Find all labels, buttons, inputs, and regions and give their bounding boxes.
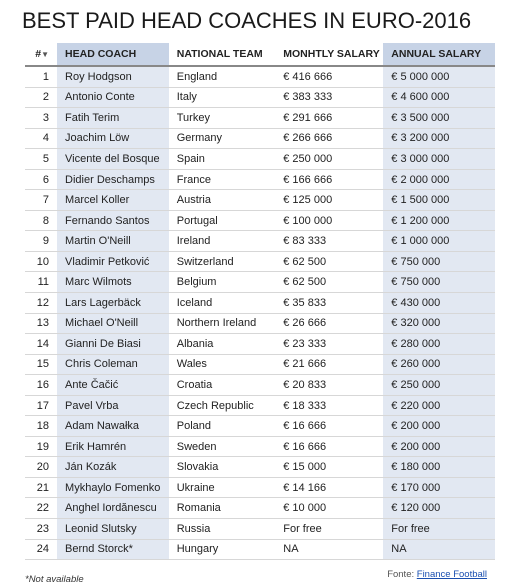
- coach-cell: Vicente del Bosque: [57, 149, 169, 170]
- monthly-salary-cell: € 83 333: [275, 231, 383, 252]
- team-cell: Ireland: [169, 231, 276, 252]
- table-row: [25, 169, 495, 190]
- table-header-row: [25, 43, 495, 66]
- team-cell: Germany: [169, 128, 276, 149]
- table-row: [25, 293, 495, 314]
- annual-salary-cell: € 430 000: [383, 293, 495, 314]
- rank-cell: 8: [25, 210, 57, 231]
- team-cell: Spain: [169, 149, 276, 170]
- table-row: [25, 231, 495, 252]
- coach-cell: Marc Wilmots: [57, 272, 169, 293]
- rank-cell: 14: [25, 334, 57, 355]
- coach-cell: Chris Coleman: [57, 354, 169, 375]
- annual-salary-cell: € 3 000 000: [383, 149, 495, 170]
- coach-cell: Anghel Iordănescu: [57, 498, 169, 519]
- rank-cell: 9: [25, 231, 57, 252]
- annual-salary-cell: € 320 000: [383, 313, 495, 334]
- coach-cell: Lars Lagerbäck: [57, 293, 169, 314]
- sort-descending-icon[interactable]: ▼: [41, 50, 50, 59]
- coach-cell: Fatih Terim: [57, 108, 169, 129]
- rank-cell: 23: [25, 519, 57, 540]
- annual-salary-cell: € 260 000: [383, 354, 495, 375]
- monthly-salary-cell: € 250 000: [275, 149, 383, 170]
- coach-cell: Ante Čačić: [57, 375, 169, 396]
- table-row: [25, 149, 495, 170]
- annual-salary-cell: € 750 000: [383, 272, 495, 293]
- source-credit: [387, 569, 487, 580]
- table-row: [25, 334, 495, 355]
- annual-salary-cell: € 180 000: [383, 457, 495, 478]
- team-cell: Sweden: [169, 436, 276, 457]
- coach-cell: Fernando Santos: [57, 210, 169, 231]
- coach-cell: Joachim Löw: [57, 128, 169, 149]
- monthly-salary-cell: € 416 666: [275, 66, 383, 87]
- annual-salary-cell: € 3 500 000: [383, 108, 495, 129]
- rank-cell: 15: [25, 354, 57, 375]
- monthly-salary-cell: € 383 333: [275, 87, 383, 108]
- coach-cell: Vladimir Petković: [57, 251, 169, 272]
- coach-cell: Pavel Vrba: [57, 395, 169, 416]
- monthly-salary-cell: € 14 166: [275, 477, 383, 498]
- team-cell: Romania: [169, 498, 276, 519]
- table-row: [25, 457, 495, 478]
- table-row: [25, 190, 495, 211]
- monthly-salary-cell: € 35 833: [275, 293, 383, 314]
- table-row: [25, 436, 495, 457]
- monthly-salary-cell: For free: [275, 519, 383, 540]
- rank-header-label: #: [35, 48, 42, 60]
- table-row: [25, 251, 495, 272]
- monthly-salary-cell: € 125 000: [275, 190, 383, 211]
- rank-cell: 21: [25, 477, 57, 498]
- annual-salary-cell: € 1 500 000: [383, 190, 495, 211]
- table-row: [25, 498, 495, 519]
- monthly-salary-cell: € 18 333: [275, 395, 383, 416]
- team-column-header[interactable]: NATIONAL TEAM: [169, 43, 276, 66]
- table-row: [25, 539, 495, 560]
- annual-salary-cell: € 200 000: [383, 416, 495, 437]
- team-cell: France: [169, 169, 276, 190]
- annual-salary-cell: € 2 000 000: [383, 169, 495, 190]
- annual-salary-cell: € 250 000: [383, 375, 495, 396]
- table-row: [25, 313, 495, 334]
- rank-cell: 22: [25, 498, 57, 519]
- team-cell: Croatia: [169, 375, 276, 396]
- annual-salary-cell: € 4 600 000: [383, 87, 495, 108]
- annual-salary-cell: € 3 200 000: [383, 128, 495, 149]
- monthly-salary-cell: € 20 833: [275, 375, 383, 396]
- coach-cell: Adam Nawałka: [57, 416, 169, 437]
- table-row: [25, 128, 495, 149]
- source-link[interactable]: Finance Football: [416, 569, 487, 580]
- table-row: [25, 108, 495, 129]
- rank-cell: 19: [25, 436, 57, 457]
- rank-cell: 16: [25, 375, 57, 396]
- rank-cell: 13: [25, 313, 57, 334]
- rank-cell: 7: [25, 190, 57, 211]
- team-cell: Switzerland: [169, 251, 276, 272]
- coach-cell: Martin O'Neill: [57, 231, 169, 252]
- rank-cell: 10: [25, 251, 57, 272]
- monthly-salary-cell: € 62 500: [275, 251, 383, 272]
- monthly-salary-cell: € 21 666: [275, 354, 383, 375]
- rank-cell: 24: [25, 539, 57, 560]
- annual-salary-cell: For free: [383, 519, 495, 540]
- coach-cell: Roy Hodgson: [57, 66, 169, 87]
- monthly-salary-cell: € 10 000: [275, 498, 383, 519]
- team-cell: England: [169, 66, 276, 87]
- page-title: BEST PAID HEAD COACHES IN EURO-2016: [22, 8, 472, 33]
- team-cell: Slovakia: [169, 457, 276, 478]
- table-row: [25, 87, 495, 108]
- team-cell: Turkey: [169, 108, 276, 129]
- rank-cell: 5: [25, 149, 57, 170]
- annual-salary-cell: € 750 000: [383, 251, 495, 272]
- rank-cell: 3: [25, 108, 57, 129]
- monthly-salary-cell: € 291 666: [275, 108, 383, 129]
- footnote: *Not available: [25, 574, 84, 585]
- coach-cell: Bernd Storck*: [57, 539, 169, 560]
- monthly-salary-cell: € 100 000: [275, 210, 383, 231]
- monthly-salary-cell: € 15 000: [275, 457, 383, 478]
- coach-cell: Leonid Slutsky: [57, 519, 169, 540]
- annual-salary-cell: € 220 000: [383, 395, 495, 416]
- team-cell: Austria: [169, 190, 276, 211]
- team-cell: Iceland: [169, 293, 276, 314]
- monthly-salary-cell: € 62 500: [275, 272, 383, 293]
- rank-cell: 20: [25, 457, 57, 478]
- rank-cell: 1: [25, 66, 57, 87]
- coach-cell: Didier Deschamps: [57, 169, 169, 190]
- team-cell: Northern Ireland: [169, 313, 276, 334]
- annual-salary-cell: € 280 000: [383, 334, 495, 355]
- table-row: [25, 477, 495, 498]
- team-cell: Ukraine: [169, 477, 276, 498]
- annual-salary-cell: € 5 000 000: [383, 66, 495, 87]
- table-row: [25, 416, 495, 437]
- rank-cell: 18: [25, 416, 57, 437]
- table-row: [25, 354, 495, 375]
- monthly-salary-cell: € 16 666: [275, 416, 383, 437]
- coach-cell: Ján Kozák: [57, 457, 169, 478]
- table-body: [25, 66, 495, 560]
- monthly-salary-cell: € 23 333: [275, 334, 383, 355]
- team-cell: Russia: [169, 519, 276, 540]
- team-cell: Hungary: [169, 539, 276, 560]
- coach-column-header[interactable]: HEAD COACH: [57, 43, 169, 66]
- annual-salary-cell: € 200 000: [383, 436, 495, 457]
- team-cell: Poland: [169, 416, 276, 437]
- rank-cell: 4: [25, 128, 57, 149]
- monthly-salary-cell: € 16 666: [275, 436, 383, 457]
- monthly-salary-cell: € 166 666: [275, 169, 383, 190]
- team-cell: Belgium: [169, 272, 276, 293]
- table-row: [25, 519, 495, 540]
- annual-salary-cell: € 120 000: [383, 498, 495, 519]
- coach-cell: Erik Hamrén: [57, 436, 169, 457]
- monthly-salary-column-header[interactable]: MONHTLY SALARY: [275, 43, 383, 66]
- team-cell: Wales: [169, 354, 276, 375]
- rank-cell: 17: [25, 395, 57, 416]
- coach-cell: Mykhaylo Fomenko: [57, 477, 169, 498]
- coach-cell: Michael O'Neill: [57, 313, 169, 334]
- annual-salary-cell: € 170 000: [383, 477, 495, 498]
- annual-salary-cell: NA: [383, 539, 495, 560]
- rank-column-header[interactable]: [25, 43, 57, 66]
- rank-cell: 6: [25, 169, 57, 190]
- source-label: Fonte:: [387, 569, 417, 580]
- coach-cell: Gianni De Biasi: [57, 334, 169, 355]
- table-row: [25, 395, 495, 416]
- annual-salary-cell: € 1 000 000: [383, 231, 495, 252]
- table-row: [25, 66, 495, 87]
- rank-cell: 12: [25, 293, 57, 314]
- table-row: [25, 375, 495, 396]
- coaches-table: [25, 43, 495, 560]
- table-row: [25, 272, 495, 293]
- annual-salary-column-header[interactable]: ANNUAL SALARY: [383, 43, 495, 66]
- rank-cell: 2: [25, 87, 57, 108]
- coach-cell: Marcel Koller: [57, 190, 169, 211]
- team-cell: Czech Republic: [169, 395, 276, 416]
- monthly-salary-cell: NA: [275, 539, 383, 560]
- team-cell: Italy: [169, 87, 276, 108]
- team-cell: Portugal: [169, 210, 276, 231]
- rank-cell: 11: [25, 272, 57, 293]
- monthly-salary-cell: € 26 666: [275, 313, 383, 334]
- team-cell: Albania: [169, 334, 276, 355]
- annual-salary-cell: € 1 200 000: [383, 210, 495, 231]
- monthly-salary-cell: € 266 666: [275, 128, 383, 149]
- table-row: [25, 210, 495, 231]
- coach-cell: Antonio Conte: [57, 87, 169, 108]
